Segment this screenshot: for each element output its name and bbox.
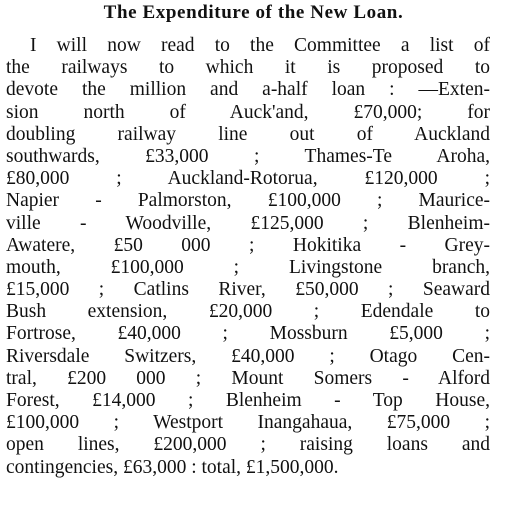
article-headline: The Expenditure of the New Loan. bbox=[103, 2, 404, 23]
article-line: devote the million and a-half loan : —Exten- bbox=[6, 79, 490, 101]
article-line: open lines, £200,000 ; raising loans and bbox=[6, 434, 490, 456]
article-line: Napier - Palmorston, £100,000 ; Maurice- bbox=[6, 190, 490, 212]
article-line: Awatere, £50 000 ; Hokitika - Grey- bbox=[6, 234, 490, 256]
article-line: £100,000 ; Westport Inangahaua, £75,000 ; bbox=[6, 412, 490, 434]
article-line: Bush extension, £20,000 ; Edendale to bbox=[6, 301, 490, 323]
article-line: £15,000 ; Catlins River, £50,000 ; Seaward bbox=[6, 279, 490, 301]
article-line: Fortrose, £40,000 ; Mossburn £5,000 ; bbox=[6, 323, 490, 345]
article-line: mouth, £100,000 ; Livingstone branch, bbox=[6, 256, 490, 278]
article-body bbox=[0, 35, 507, 479]
article-line: doubling railway line out of Auckland bbox=[6, 123, 490, 145]
article-line: ville - Woodville, £125,000 ; Blenheim- bbox=[6, 212, 490, 234]
article-line: contingencies, £63,000 : total, £1,500,000. bbox=[6, 456, 339, 478]
article-line: southwards, £33,000 ; Thames-Te Aroha, bbox=[6, 145, 490, 167]
article-line: the railways to which it is proposed to bbox=[6, 57, 490, 79]
article-line: sion north of Auck'and, £70,000; for bbox=[6, 101, 490, 123]
article-line: Riversdale Switzers, £40,000 ; Otago Cen- bbox=[6, 345, 490, 367]
article-line: £80,000 ; Auckland-Rotorua, £120,000 ; bbox=[6, 168, 490, 190]
article-line: tral, £200 000 ; Mount Somers - Alford bbox=[6, 367, 490, 389]
article-line: Forest, £14,000 ; Blenheim - Top House, bbox=[6, 390, 490, 411]
article-line: I will now read to the Committee a list of bbox=[30, 35, 490, 56]
